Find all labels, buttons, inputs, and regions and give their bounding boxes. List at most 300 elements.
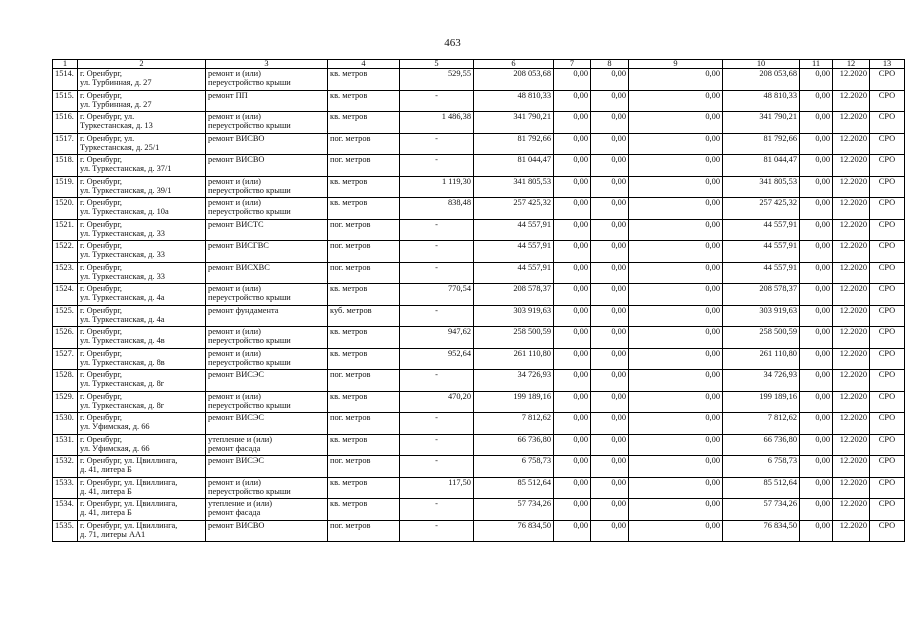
volume-cell: -	[400, 499, 474, 521]
unit-cell: пог. метров	[328, 520, 400, 542]
completion-date-cell: 12.2020	[833, 112, 870, 134]
completion-date-cell: 12.2020	[833, 370, 870, 392]
unit-cell: кв. метров	[328, 391, 400, 413]
col9-cell: 0,00	[629, 477, 723, 499]
address-line: д. 41, литера Б	[80, 508, 132, 518]
col10-cell: 257 425,32	[723, 198, 800, 220]
address-line: Туркестанская, д. 13	[80, 121, 153, 131]
col8-cell: 0,00	[591, 198, 629, 220]
column-header-7: 7	[554, 60, 591, 69]
table-row	[53, 69, 905, 91]
col10-cell: 76 834,50	[723, 520, 800, 542]
table-row	[53, 219, 905, 241]
unit-cell: кв. метров	[328, 176, 400, 198]
volume-cell: -	[400, 241, 474, 263]
total-cost-cell: 6 758,73	[474, 456, 554, 478]
col8-cell: 0,00	[591, 133, 629, 155]
col8-cell: 0,00	[591, 434, 629, 456]
column-header-9: 9	[629, 60, 723, 69]
col11-cell: 0,00	[800, 456, 833, 478]
unit-cell: куб. метров	[328, 305, 400, 327]
work-type-line: ремонт фасада	[208, 443, 261, 453]
table-row	[53, 155, 905, 177]
address-line: г. Оренбург,	[80, 262, 123, 272]
total-cost-cell: 257 425,32	[474, 198, 554, 220]
completion-date-cell: 12.2020	[833, 499, 870, 521]
funding-source-cell: СРО	[870, 391, 905, 413]
address-line: г. Оренбург, ул.	[80, 133, 135, 143]
table-row	[53, 456, 905, 478]
col8-cell: 0,00	[591, 477, 629, 499]
unit-cell: пог. метров	[328, 370, 400, 392]
col7-cell: 0,00	[554, 305, 591, 327]
work-type-cell	[206, 520, 328, 542]
address-line: ул. Туркестанская, д. 10а	[80, 207, 169, 217]
col11-cell: 0,00	[800, 305, 833, 327]
col9-cell: 0,00	[629, 262, 723, 284]
col11-cell: 0,00	[800, 520, 833, 542]
table-row	[53, 112, 905, 134]
col10-cell: 44 557,91	[723, 241, 800, 263]
address-cell	[78, 262, 206, 284]
address-cell	[78, 155, 206, 177]
address-cell	[78, 520, 206, 542]
volume-cell: 947,62	[400, 327, 474, 349]
work-type-line: ремонт и (или)	[208, 391, 261, 401]
address-line: ул. Туркестанская, д. 39/1	[80, 185, 172, 195]
table-row	[53, 434, 905, 456]
table-row	[53, 413, 905, 435]
address-cell	[78, 284, 206, 306]
address-line: ул. Туркестанская, д. 4в	[80, 336, 165, 346]
table-row	[53, 477, 905, 499]
col7-cell: 0,00	[554, 520, 591, 542]
col11-cell: 0,00	[800, 112, 833, 134]
work-type-cell	[206, 413, 328, 435]
work-type-line: переустройство крыши	[208, 486, 291, 496]
completion-date-cell: 12.2020	[833, 456, 870, 478]
address-cell	[78, 370, 206, 392]
col10-cell: 341 805,53	[723, 176, 800, 198]
work-type-line: переустройство крыши	[208, 293, 291, 303]
total-cost-cell: 57 734,26	[474, 499, 554, 521]
col7-cell: 0,00	[554, 112, 591, 134]
total-cost-cell: 341 805,53	[474, 176, 554, 198]
address-line: г. Оренбург,	[80, 305, 123, 315]
work-type-line: ремонт ВИСЭС	[208, 370, 264, 379]
volume-cell: -	[400, 219, 474, 241]
col11-cell: 0,00	[800, 327, 833, 349]
col11-cell: 0,00	[800, 155, 833, 177]
address-line: ул. Турбинная, д. 27	[80, 78, 152, 88]
table-row	[53, 176, 905, 198]
col8-cell: 0,00	[591, 284, 629, 306]
row-number: 1529.	[53, 391, 78, 413]
funding-source-cell: СРО	[870, 499, 905, 521]
col7-cell: 0,00	[554, 198, 591, 220]
row-number: 1533.	[53, 477, 78, 499]
funding-source-cell: СРО	[870, 413, 905, 435]
funding-source-cell: СРО	[870, 434, 905, 456]
total-cost-cell: 44 557,91	[474, 262, 554, 284]
col9-cell: 0,00	[629, 327, 723, 349]
address-line: г. Оренбург,	[80, 219, 123, 229]
funding-source-cell: СРО	[870, 219, 905, 241]
volume-cell: 529,55	[400, 69, 474, 91]
col11-cell: 0,00	[800, 413, 833, 435]
col9-cell: 0,00	[629, 155, 723, 177]
col7-cell: 0,00	[554, 90, 591, 112]
funding-source-cell: СРО	[870, 348, 905, 370]
row-number: 1518.	[53, 155, 78, 177]
col11-cell: 0,00	[800, 499, 833, 521]
row-number: 1519.	[53, 176, 78, 198]
col8-cell: 0,00	[591, 262, 629, 284]
row-number: 1522.	[53, 241, 78, 263]
col9-cell: 0,00	[629, 241, 723, 263]
col9-cell: 0,00	[629, 198, 723, 220]
col9-cell: 0,00	[629, 434, 723, 456]
col8-cell: 0,00	[591, 241, 629, 263]
row-number: 1531.	[53, 434, 78, 456]
work-type-line: ремонт и (или)	[208, 284, 261, 293]
col8-cell: 0,00	[591, 90, 629, 112]
table-row	[53, 133, 905, 155]
funding-source-cell: СРО	[870, 262, 905, 284]
completion-date-cell: 12.2020	[833, 413, 870, 435]
col10-cell: 66 736,80	[723, 434, 800, 456]
completion-date-cell: 12.2020	[833, 241, 870, 263]
col7-cell: 0,00	[554, 219, 591, 241]
col11-cell: 0,00	[800, 262, 833, 284]
address-cell	[78, 241, 206, 263]
table-row	[53, 520, 905, 542]
volume-cell: 117,50	[400, 477, 474, 499]
address-line: ул. Туркестанская, д. 33	[80, 228, 165, 238]
address-line: г. Оренбург,	[80, 327, 123, 336]
col7-cell: 0,00	[554, 262, 591, 284]
unit-cell: пог. метров	[328, 262, 400, 284]
col8-cell: 0,00	[591, 348, 629, 370]
address-line: г. Оренбург,	[80, 241, 123, 250]
col11-cell: 0,00	[800, 219, 833, 241]
volume-cell: -	[400, 305, 474, 327]
work-type-cell	[206, 133, 328, 155]
funding-source-cell: СРО	[870, 176, 905, 198]
work-type-line: переустройство крыши	[208, 336, 291, 346]
unit-cell: кв. метров	[328, 69, 400, 91]
completion-date-cell: 12.2020	[833, 520, 870, 542]
col10-cell: 48 810,33	[723, 90, 800, 112]
table-row	[53, 284, 905, 306]
col7-cell: 0,00	[554, 456, 591, 478]
work-type-cell	[206, 219, 328, 241]
completion-date-cell: 12.2020	[833, 219, 870, 241]
col7-cell: 0,00	[554, 155, 591, 177]
col7-cell: 0,00	[554, 284, 591, 306]
col10-cell: 341 790,21	[723, 112, 800, 134]
total-cost-cell: 44 557,91	[474, 219, 554, 241]
col8-cell: 0,00	[591, 305, 629, 327]
col10-cell: 6 758,73	[723, 456, 800, 478]
column-header-2: 2	[78, 60, 206, 69]
capital-repair-table	[52, 59, 905, 542]
col10-cell: 44 557,91	[723, 219, 800, 241]
total-cost-cell: 258 500,59	[474, 327, 554, 349]
address-cell	[78, 434, 206, 456]
work-type-line: ремонт ВИСЭС	[208, 456, 264, 465]
address-line: г. Оренбург,	[80, 155, 123, 164]
funding-source-cell: СРО	[870, 155, 905, 177]
volume-cell: 1 486,38	[400, 112, 474, 134]
unit-cell: пог. метров	[328, 133, 400, 155]
work-type-line: ремонт и (или)	[208, 348, 261, 358]
col8-cell: 0,00	[591, 176, 629, 198]
address-cell	[78, 391, 206, 413]
completion-date-cell: 12.2020	[833, 262, 870, 284]
column-header-4: 4	[328, 60, 400, 69]
work-type-line: переустройство крыши	[208, 207, 291, 217]
col10-cell: 34 726,93	[723, 370, 800, 392]
work-type-line: переустройство крыши	[208, 357, 291, 367]
column-header-12: 12	[833, 60, 870, 69]
funding-source-cell: СРО	[870, 90, 905, 112]
address-cell	[78, 477, 206, 499]
table-row	[53, 90, 905, 112]
unit-cell: кв. метров	[328, 499, 400, 521]
volume-cell: -	[400, 262, 474, 284]
total-cost-cell: 81 792,66	[474, 133, 554, 155]
col10-cell: 81 792,66	[723, 133, 800, 155]
work-type-line: ремонт и (или)	[208, 198, 261, 207]
funding-source-cell: СРО	[870, 69, 905, 91]
total-cost-cell: 76 834,50	[474, 520, 554, 542]
volume-cell: 838,48	[400, 198, 474, 220]
address-line: г. Оренбург,	[80, 348, 123, 358]
table-row	[53, 348, 905, 370]
col11-cell: 0,00	[800, 434, 833, 456]
col7-cell: 0,00	[554, 176, 591, 198]
col9-cell: 0,00	[629, 499, 723, 521]
col11-cell: 0,00	[800, 241, 833, 263]
work-type-line: ремонт и (или)	[208, 112, 261, 121]
col8-cell: 0,00	[591, 112, 629, 134]
col9-cell: 0,00	[629, 413, 723, 435]
col10-cell: 85 512,64	[723, 477, 800, 499]
col7-cell: 0,00	[554, 391, 591, 413]
address-cell	[78, 133, 206, 155]
address-line: д. 41, литера Б	[80, 486, 132, 496]
col7-cell: 0,00	[554, 327, 591, 349]
work-type-line: утепление и (или)	[208, 499, 273, 508]
address-line: ул. Туркестанская, д. 33	[80, 250, 165, 260]
table-body	[53, 60, 905, 542]
col9-cell: 0,00	[629, 112, 723, 134]
work-type-cell	[206, 305, 328, 327]
column-header-5: 5	[400, 60, 474, 69]
col8-cell: 0,00	[591, 391, 629, 413]
completion-date-cell: 12.2020	[833, 327, 870, 349]
work-type-line: ремонт и (или)	[208, 176, 261, 186]
unit-cell: кв. метров	[328, 348, 400, 370]
address-cell	[78, 176, 206, 198]
row-number: 1532.	[53, 456, 78, 478]
col7-cell: 0,00	[554, 69, 591, 91]
col11-cell: 0,00	[800, 477, 833, 499]
address-line: ул. Туркестанская, д. 8в	[80, 357, 165, 367]
row-number: 1535.	[53, 520, 78, 542]
work-type-line: переустройство крыши	[208, 78, 291, 88]
funding-source-cell: СРО	[870, 520, 905, 542]
col10-cell: 81 044,47	[723, 155, 800, 177]
work-type-cell	[206, 477, 328, 499]
work-type-cell	[206, 69, 328, 91]
column-header-13: 13	[870, 60, 905, 69]
col8-cell: 0,00	[591, 413, 629, 435]
unit-cell: кв. метров	[328, 112, 400, 134]
volume-cell: 770,54	[400, 284, 474, 306]
address-cell	[78, 348, 206, 370]
unit-cell: кв. метров	[328, 327, 400, 349]
row-number: 1528.	[53, 370, 78, 392]
col7-cell: 0,00	[554, 348, 591, 370]
work-type-cell	[206, 262, 328, 284]
volume-cell: 952,64	[400, 348, 474, 370]
col9-cell: 0,00	[629, 456, 723, 478]
address-cell	[78, 90, 206, 112]
column-header-6: 6	[474, 60, 554, 69]
address-line: г. Оренбург,	[80, 391, 123, 401]
col9-cell: 0,00	[629, 219, 723, 241]
work-type-cell	[206, 348, 328, 370]
table-row	[53, 327, 905, 349]
address-line: ул. Турбинная, д. 27	[80, 99, 152, 109]
address-line: ул. Уфимская, д. 66	[80, 443, 150, 453]
unit-cell: пог. метров	[328, 456, 400, 478]
col7-cell: 0,00	[554, 434, 591, 456]
completion-date-cell: 12.2020	[833, 348, 870, 370]
address-cell	[78, 456, 206, 478]
work-type-cell	[206, 155, 328, 177]
funding-source-cell: СРО	[870, 305, 905, 327]
table-row	[53, 499, 905, 521]
column-header-3: 3	[206, 60, 328, 69]
col11-cell: 0,00	[800, 370, 833, 392]
total-cost-cell: 341 790,21	[474, 112, 554, 134]
row-number: 1525.	[53, 305, 78, 327]
address-line: ул. Туркестанская, д. 4а	[80, 314, 165, 324]
completion-date-cell: 12.2020	[833, 133, 870, 155]
table-row	[53, 262, 905, 284]
total-cost-cell: 199 189,16	[474, 391, 554, 413]
row-number: 1514.	[53, 69, 78, 91]
address-line: г. Оренбург, ул. Цвиллинга,	[80, 456, 178, 465]
address-line: ул. Туркестанская, д. 8г	[80, 379, 165, 389]
col10-cell: 258 500,59	[723, 327, 800, 349]
unit-cell: кв. метров	[328, 284, 400, 306]
work-type-line: ремонт фундамента	[208, 305, 279, 315]
funding-source-cell: СРО	[870, 370, 905, 392]
work-type-line: утепление и (или)	[208, 434, 273, 444]
col9-cell: 0,00	[629, 176, 723, 198]
work-type-line: переустройство крыши	[208, 121, 291, 131]
funding-source-cell: СРО	[870, 198, 905, 220]
col11-cell: 0,00	[800, 391, 833, 413]
completion-date-cell: 12.2020	[833, 477, 870, 499]
address-cell	[78, 198, 206, 220]
address-line: г. Оренбург, ул. Цвиллинга,	[80, 477, 178, 487]
unit-cell: кв. метров	[328, 198, 400, 220]
completion-date-cell: 12.2020	[833, 434, 870, 456]
total-cost-cell: 48 810,33	[474, 90, 554, 112]
address-cell	[78, 327, 206, 349]
col9-cell: 0,00	[629, 348, 723, 370]
work-type-line: ремонт ВИСТС	[208, 219, 264, 229]
col7-cell: 0,00	[554, 499, 591, 521]
address-line: г. Оренбург,	[80, 198, 123, 207]
col7-cell: 0,00	[554, 241, 591, 263]
col7-cell: 0,00	[554, 370, 591, 392]
address-line: ул. Туркестанская, д. 37/1	[80, 164, 172, 174]
address-line: д. 41, литера Б	[80, 465, 132, 475]
completion-date-cell: 12.2020	[833, 198, 870, 220]
volume-cell: -	[400, 434, 474, 456]
volume-cell: 470,20	[400, 391, 474, 413]
work-type-line: ремонт ВИСВО	[208, 520, 265, 530]
row-number: 1516.	[53, 112, 78, 134]
col7-cell: 0,00	[554, 133, 591, 155]
completion-date-cell: 12.2020	[833, 391, 870, 413]
volume-cell: -	[400, 133, 474, 155]
funding-source-cell: СРО	[870, 456, 905, 478]
completion-date-cell: 12.2020	[833, 90, 870, 112]
work-type-line: ремонт ВИСЭС	[208, 413, 264, 422]
col10-cell: 261 110,80	[723, 348, 800, 370]
address-cell	[78, 499, 206, 521]
col8-cell: 0,00	[591, 69, 629, 91]
total-cost-cell: 208 053,68	[474, 69, 554, 91]
address-line: г. Оренбург,	[80, 69, 123, 78]
col8-cell: 0,00	[591, 155, 629, 177]
work-type-line: ремонт ВИСГВС	[208, 241, 269, 250]
col11-cell: 0,00	[800, 133, 833, 155]
address-line: ул. Уфимская, д. 66	[80, 422, 150, 432]
col8-cell: 0,00	[591, 370, 629, 392]
total-cost-cell: 34 726,93	[474, 370, 554, 392]
completion-date-cell: 12.2020	[833, 69, 870, 91]
work-type-line: ремонт ПП	[208, 90, 248, 100]
address-line: ул. Туркестанская, д. 4а	[80, 293, 165, 303]
funding-source-cell: СРО	[870, 327, 905, 349]
address-cell	[78, 305, 206, 327]
col8-cell: 0,00	[591, 499, 629, 521]
row-number: 1515.	[53, 90, 78, 112]
address-cell	[78, 413, 206, 435]
total-cost-cell: 7 812,62	[474, 413, 554, 435]
col9-cell: 0,00	[629, 305, 723, 327]
col10-cell: 303 919,63	[723, 305, 800, 327]
address-cell	[78, 112, 206, 134]
total-cost-cell: 66 736,80	[474, 434, 554, 456]
work-type-line: ремонт и (или)	[208, 477, 261, 487]
col7-cell: 0,00	[554, 413, 591, 435]
work-type-cell	[206, 90, 328, 112]
work-type-line: переустройство крыши	[208, 400, 291, 410]
volume-cell: -	[400, 456, 474, 478]
address-line: г. Оренбург,	[80, 176, 123, 186]
address-line: ул. Туркестанская, д. 33	[80, 271, 165, 281]
address-line: г. Оренбург,	[80, 90, 123, 100]
